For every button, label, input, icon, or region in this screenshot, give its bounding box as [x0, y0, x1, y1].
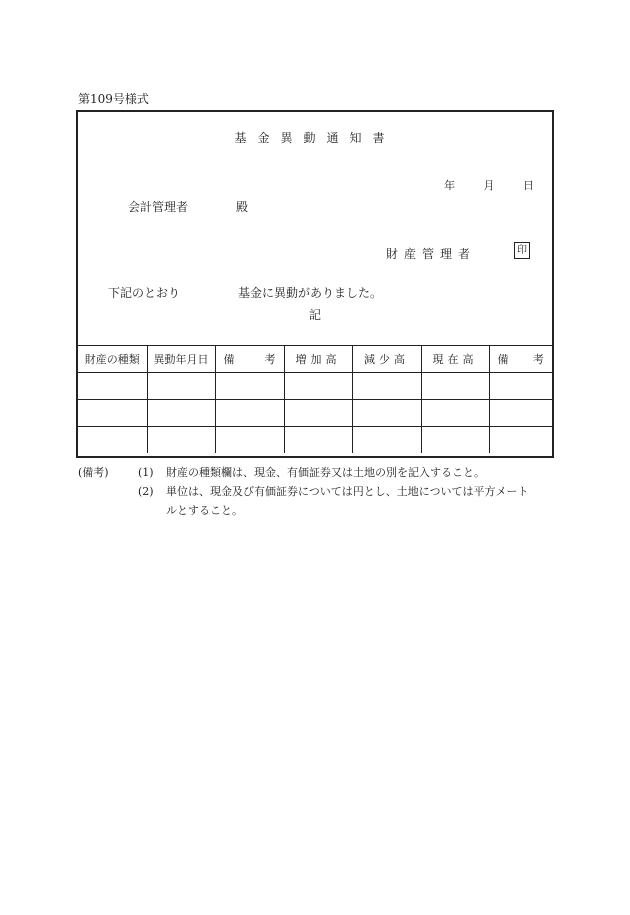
- notice-text: 基金に異動がありました。: [238, 286, 383, 300]
- notice-form: [76, 110, 554, 458]
- table-row: [78, 427, 552, 454]
- table-row: [78, 373, 552, 400]
- addressee: 会計管理者: [128, 200, 189, 214]
- remark-number: (2): [138, 485, 154, 498]
- col-change-date: 異動年月日: [147, 346, 215, 373]
- honorific: 殿: [236, 200, 249, 214]
- remark-number: (1): [138, 466, 154, 479]
- remark-text: 単位は、現金及び有価証券については円とし、土地については平方メート: [166, 485, 529, 498]
- col-remarks-1: [215, 346, 284, 373]
- table-row: [78, 400, 552, 427]
- col-remarks-2: [489, 346, 552, 373]
- remarks-1-label: 備 考: [223, 353, 276, 366]
- remarks-section: [78, 463, 529, 520]
- col-decrease: 減少高: [352, 346, 421, 373]
- fund-table: [78, 345, 552, 453]
- col-property-type: 財産の種類: [78, 346, 147, 373]
- remark-item: [78, 482, 529, 501]
- seal-mark: 印: [514, 242, 530, 259]
- table-header-row: [78, 346, 552, 373]
- date-line: [444, 177, 534, 193]
- col-current: 現在高: [421, 346, 489, 373]
- remark-text-continued: ルとすること。: [166, 504, 243, 517]
- remark-item: [78, 463, 529, 482]
- remarks-heading: (備考): [78, 466, 109, 479]
- remarks-2-label: 備 考: [497, 353, 544, 366]
- form-number: 第109号様式: [78, 92, 149, 106]
- date-year: 年: [444, 179, 455, 192]
- remark-item-continued: [78, 501, 529, 520]
- notice-prefix: 下記のとおり: [108, 286, 181, 300]
- ki-heading: 記: [308, 308, 321, 322]
- date-month: 月: [483, 179, 495, 192]
- remark-text: 財産の種類欄は、現金、有価証券又は土地の別を記入すること。: [166, 466, 485, 479]
- date-day: 日: [523, 179, 534, 192]
- document-title: 基金異動通知書: [234, 131, 396, 145]
- col-increase: 増加高: [284, 346, 352, 373]
- sender: 財産管理者: [386, 247, 477, 261]
